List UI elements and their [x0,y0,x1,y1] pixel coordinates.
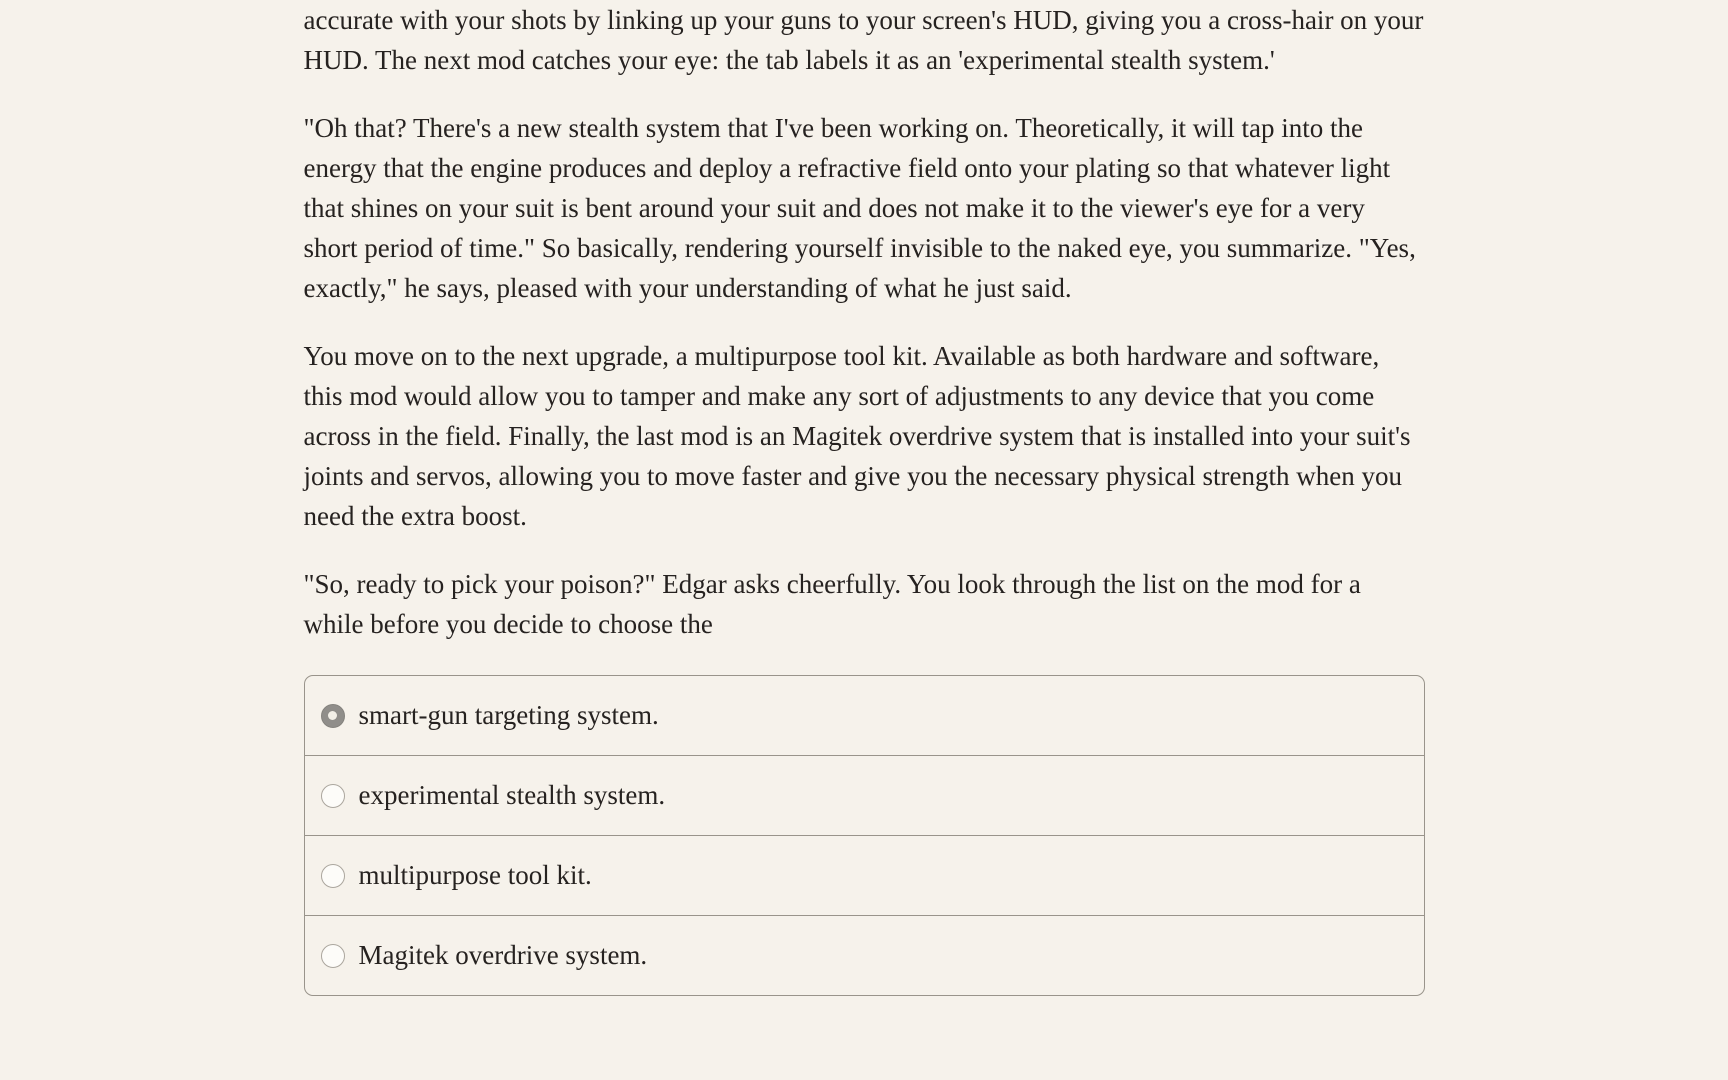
choice-label: Magitek overdrive system. [358,940,648,971]
radio-icon[interactable] [321,704,345,728]
story-content [304,0,1425,996]
radio-icon[interactable] [321,784,345,808]
choice-label: smart-gun targeting system. [358,700,659,731]
radio-icon[interactable] [321,944,345,968]
choice-row-stealth[interactable] [305,755,1424,835]
choice-list [304,675,1425,996]
story-paragraph: accurate with your shots by linking up your guns to your screen's HUD, giving you a cross-hair on your HUD. The next mod catches your eye: the tab labels it as an 'experimental stealth system.' [303,5,1424,75]
radio-icon[interactable] [321,864,345,888]
choice-label: multipurpose tool kit. [358,860,592,891]
radio-dot-icon [328,871,337,880]
radio-dot-icon [328,951,337,960]
choice-row-tool-kit[interactable] [305,835,1424,915]
story-paragraph: "So, ready to pick your poison?" Edgar asks cheerfully. You look through the list on the mod for a while before you decide to choose the [303,569,1361,639]
story-paragraph: You move on to the next upgrade, a multipurpose tool kit. Available as both hardware and software, this mod would allow you to tamper and make any sort of adjustments to any device that you come across in the field. Finally, the last mod is an Magitek overdrive system that is installed into your suit's joints and servos, allowing you to move faster and give you the necessary physical strength when you need the extra boost. [303,341,1411,531]
choice-row-smart-gun[interactable] [305,676,1424,755]
choice-label: experimental stealth system. [358,780,666,811]
radio-dot-icon [328,791,337,800]
story-text [304,0,1425,644]
choice-row-overdrive[interactable] [305,915,1424,995]
story-paragraph: "Oh that? There's a new stealth system that I've been working on. Theoretically, it will tap into the energy that the engine produces and deploy a refractive field onto your plating so that whatever light that shines on your suit is bent around your suit and does not make it to the viewer's eye for a very short period of time." So basically, rendering yourself invisible to the naked eye, you summarize. "Yes, exactly," he says, pleased with your understanding of what he just said. [303,113,1416,303]
radio-dot-icon [328,711,337,720]
